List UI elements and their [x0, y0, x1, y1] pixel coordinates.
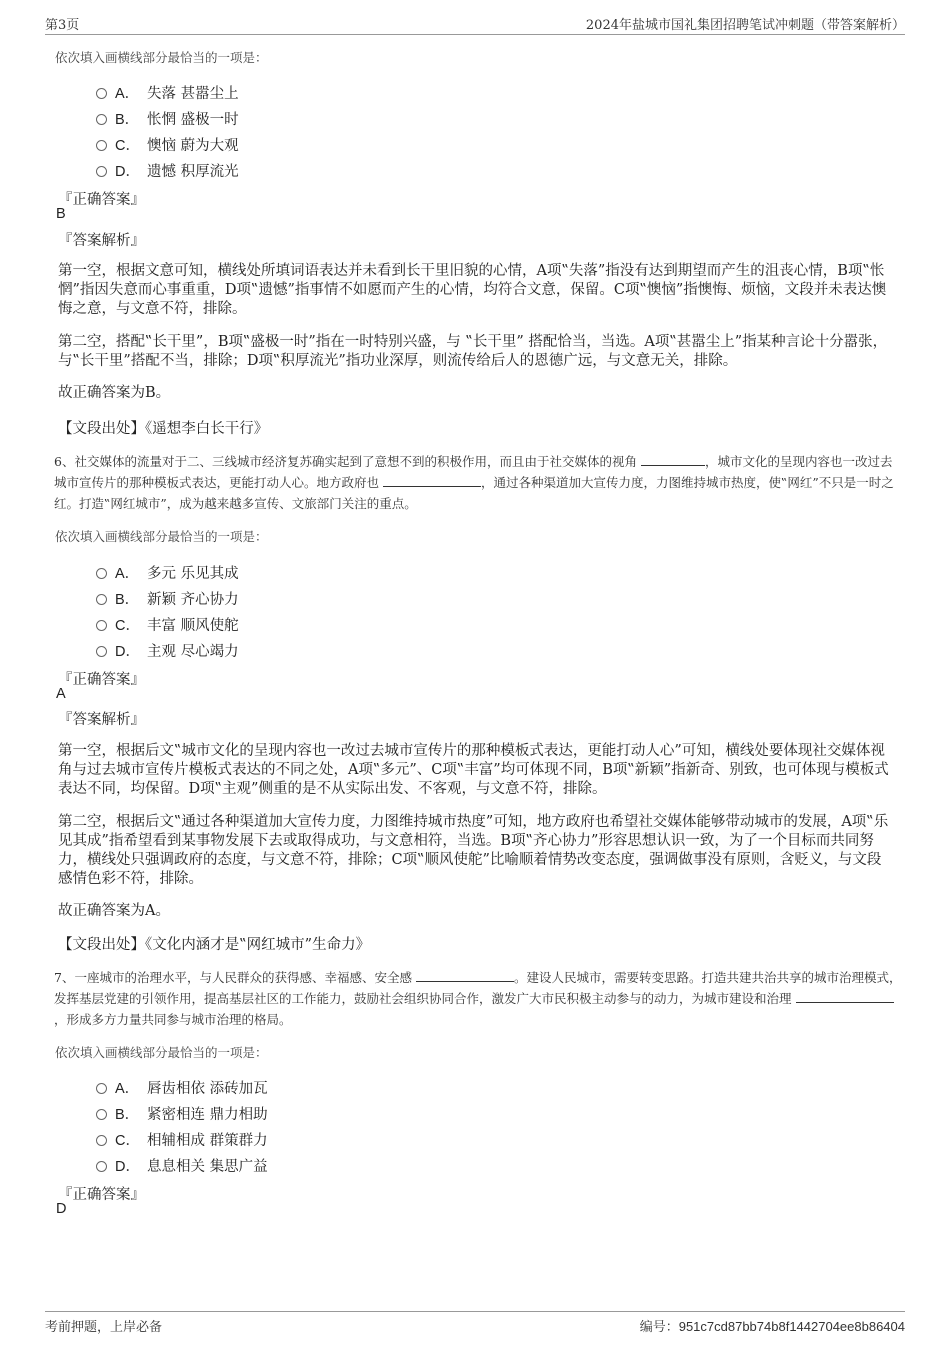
radio-icon[interactable] — [96, 1109, 107, 1120]
radio-icon[interactable] — [96, 620, 107, 631]
analysis-conclusion: 故正确答案为B。 — [58, 385, 171, 401]
analysis-paragraph: 第一空，根据后文‟城市文化的呈现内容也一改过去城市宣传片的那种模板式表达，更能打动人心”可知，横线处要体现社交媒体视角与过去城市宣传片模板式表达的不同之处，A项‟多元”、C项‟丰富”均可体现不同，B项‟新颖”指新奇、别致，也可体现与模板式表达不同，均保留。D项‟主观”侧重的是不从实际出发、不客观，与文意不符，排除。 — [58, 743, 889, 797]
answer-title: 『正确答案』 — [58, 1187, 145, 1203]
option-d[interactable]: D． 遗憾 积厚流光 — [96, 160, 239, 180]
question-7-stem: 7、一座城市的治理水平，与人民群众的获得感、幸福感、安全感 。建设人民城市，需要转变思路。打造共建共治共享的城市治理模式，发挥基层党建的引领作用，提高基层社区的工作能力，鼓励社会组织协同合作，激发广大市民积极主动参与的动力，为城市建设和治理 ，形成多方力量共同参与城市治理的格局。 — [54, 970, 902, 1027]
answer-letter: A — [56, 686, 66, 702]
passage-source: 【文段出处】《文化内涵才是‟网红城市”生命力》 — [58, 937, 371, 953]
radio-icon[interactable] — [96, 140, 107, 151]
answer-letter: D — [56, 1201, 67, 1217]
blank-line — [383, 474, 481, 487]
option-c[interactable]: C． 相辅相成 群策群力 — [96, 1129, 268, 1149]
answer-letter: B — [56, 206, 66, 222]
option-d[interactable]: D． 息息相关 集思广益 — [96, 1155, 268, 1175]
radio-icon[interactable] — [96, 1083, 107, 1094]
page-footer — [45, 1311, 905, 1337]
page-header — [45, 14, 905, 35]
option-c[interactable]: C． 丰富 顺风使舵 — [96, 614, 239, 634]
radio-icon[interactable] — [96, 166, 107, 177]
analysis-title: 『答案解析』 — [58, 233, 145, 249]
analysis-paragraph: 第二空，根据后文‟通过各种渠道加大宣传力度，力图维持城市热度”可知，地方政府也希望社交媒体能够带动城市的发展，A项‟乐见其成”指希望看到某事物发展下去或取得成功，与文意相符，当选。B项‟齐心协力”形容思想认识一致，为了一个目标而共同努力，横线处只强调政府的态度，与文意不符，排除；C项‟顺风使舵”比喻顺着情势改变态度，强调做事没有原则，含贬义，与文段感情色彩不符，排除。 — [58, 814, 889, 887]
option-b[interactable]: B． 怅惘 盛极一时 — [96, 108, 239, 128]
radio-icon[interactable] — [96, 594, 107, 605]
passage-source: 【文段出处】《遥想李白长干行》 — [58, 421, 269, 437]
analysis-conclusion: 故正确答案为A。 — [58, 903, 170, 919]
answer-title: 『正确答案』 — [58, 672, 145, 688]
question-prompt: 依次填入画横线部分最恰当的一项是： — [55, 50, 268, 65]
question-6-stem: 6、社交媒体的流量对于二、三线城市经济复苏确实起到了意想不到的积极作用，而且由于社交媒体的视角 ，城市文化的呈现内容也一改过去城市宣传片的那种模板式表达，更能打动人心。地方政府也 ，通过各种渠道加大宣传力度，力图维持城市热度，使‟网红”不只是一时之红。打造‟网红城市”，成为越来越多宣传、文旅部门关注的重点。 — [54, 454, 894, 511]
option-a[interactable]: A． 唇齿相依 添砖加瓦 — [96, 1077, 268, 1097]
footer-slogan: 考前押题，上岸必备 — [45, 1320, 163, 1335]
answer-title: 『正确答案』 — [58, 192, 145, 208]
option-a[interactable]: A． 失落 甚嚣尘上 — [96, 82, 239, 102]
document-code: 编号：951c7cd87bb74b8f1442704ee8b86404 — [639, 1319, 905, 1335]
blank-line — [796, 990, 894, 1003]
radio-icon[interactable] — [96, 1161, 107, 1172]
analysis-paragraph: 第一空，根据文意可知，横线处所填词语表达并未看到长干里旧貌的心情，A项‟失落”指没有达到期望而产生的沮丧心情，B项‟怅惘”指因失意而心事重重，D项‟遗憾”指事情不如愿而产生的心情，均符合文意，保留。C项‟懊恼”指懊悔、烦恼，文段并未表达懊悔之意，与文意不符，排除。 — [58, 263, 887, 317]
page-number: 第3页 — [45, 18, 80, 33]
option-a[interactable]: A． 多元 乐见其成 — [96, 562, 239, 582]
analysis-paragraph: 第二空，搭配‟长干里”，B项‟盛极一时”指在一时特别兴盛，与 ‟长干里” 搭配恰当，当选。A项‟甚嚣尘上”指某种言论十分嚣张，与‟长干里”搭配不当，排除；D项‟积厚流光”指功业深厚，则流传给后人的恩德广远，与文意无关，排除。 — [58, 334, 888, 369]
radio-icon[interactable] — [96, 646, 107, 657]
radio-icon[interactable] — [96, 88, 107, 99]
radio-icon[interactable] — [96, 568, 107, 579]
radio-icon[interactable] — [96, 114, 107, 125]
radio-icon[interactable] — [96, 1135, 107, 1146]
question-prompt: 依次填入画横线部分最恰当的一项是： — [55, 529, 268, 544]
document-title: 2024年盐城市国礼集团招聘笔试冲刺题（带答案解析） — [585, 18, 905, 33]
option-d[interactable]: D． 主观 尽心竭力 — [96, 640, 239, 660]
blank-line — [641, 453, 705, 466]
option-c[interactable]: C． 懊恼 蔚为大观 — [96, 134, 239, 154]
blank-line — [416, 969, 514, 982]
question-prompt: 依次填入画横线部分最恰当的一项是： — [55, 1045, 268, 1060]
option-b[interactable]: B． 紧密相连 鼎力相助 — [96, 1103, 268, 1123]
option-b[interactable]: B． 新颖 齐心协力 — [96, 588, 239, 608]
analysis-title: 『答案解析』 — [58, 712, 145, 728]
